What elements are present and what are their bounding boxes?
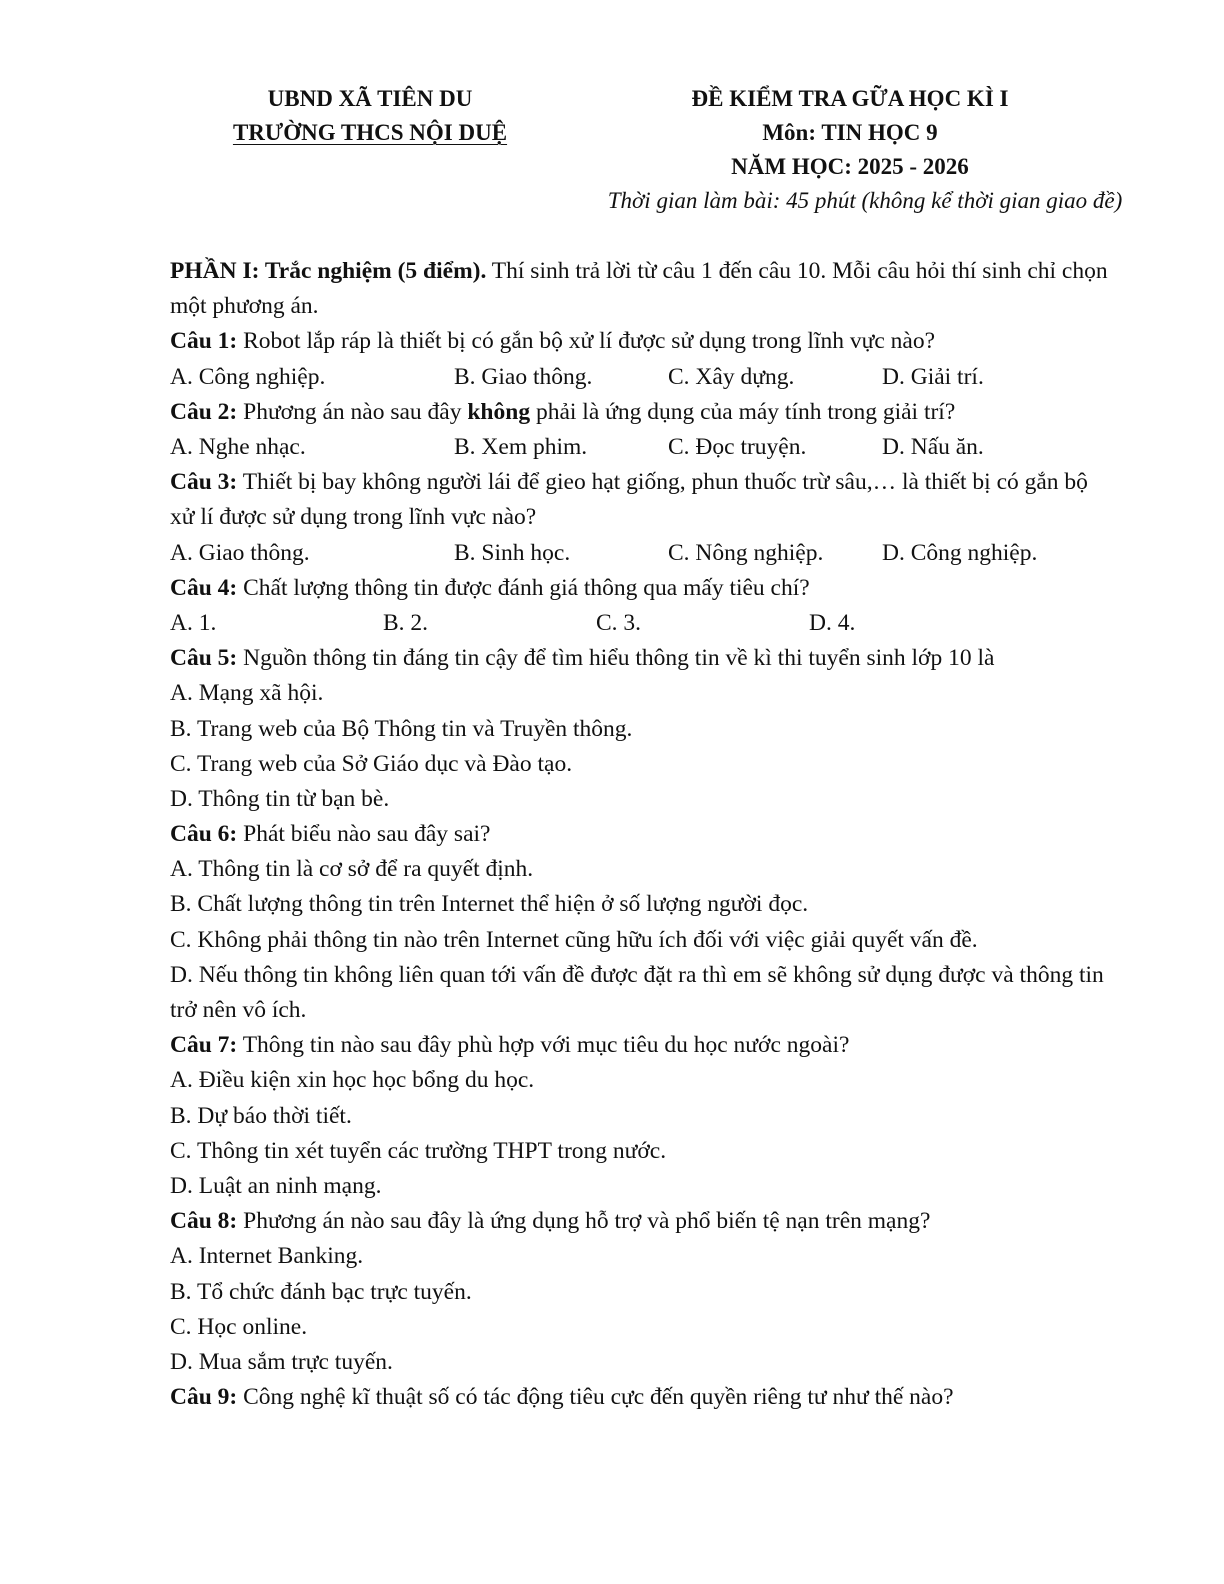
option-d: D. Nếu thông tin không liên quan tới vấn đề được đặt ra thì em sẽ không sử dụng được và thông tin trở nên vô ích.	[170, 961, 1104, 1024]
option-a: A. 1.	[170, 609, 217, 636]
question-text: Robot lắp ráp là thiết bị có gắn bộ xử lí được sử dụng trong lĩnh vực nào?	[237, 328, 935, 355]
option-c: C. Thông tin xét tuyển các trường THPT trong nước.	[170, 1137, 667, 1164]
question-text: Thiết bị bay không người lái để gieo hạt giống, phun thuốc trừ sâu,… là thiết bị có gắn bộ xử lí được sử dụng trong lĩnh vực nào?	[170, 469, 1088, 531]
option-c: C. Nông nghiệp.	[668, 539, 824, 566]
question-2	[170, 395, 1110, 430]
question-text-before: Phương án nào sau đây	[237, 398, 468, 425]
question-8	[170, 1204, 1110, 1239]
question-label: Câu 7:	[170, 1032, 238, 1059]
question-label: Câu 5:	[170, 645, 238, 672]
option-b: B. Sinh học.	[454, 539, 571, 566]
question-1-options	[170, 360, 1110, 395]
question-emphasis: không	[467, 398, 531, 425]
exam-header	[640, 82, 1060, 184]
question-3	[170, 465, 1110, 535]
question-9	[170, 1380, 1110, 1415]
question-7	[170, 1028, 1110, 1063]
option-c: C. Xây dựng.	[668, 363, 795, 390]
option-b: B. Trang web của Bộ Thông tin và Truyền thông.	[170, 715, 633, 742]
question-label: Câu 4:	[170, 574, 238, 601]
option-d: D. Thông tin từ bạn bè.	[170, 785, 390, 812]
question-label: Câu 6:	[170, 821, 238, 848]
question-text: Phương án nào sau đây là ứng dụng hỗ trợ và phổ biến tệ nạn trên mạng?	[237, 1208, 931, 1235]
exam-title: ĐỀ KIỂM TRA GỮA HỌC KÌ I	[691, 86, 1009, 111]
option-d: D. Nấu ăn.	[882, 433, 984, 460]
option-a: A. Nghe nhạc.	[170, 433, 306, 460]
option-d: D. 4.	[809, 609, 856, 636]
question-label: Câu 3:	[170, 469, 238, 496]
option-b: B. Chất lượng thông tin trên Internet thể hiện ở số lượng người đọc.	[170, 891, 809, 918]
question-text: Nguồn thông tin đáng tin cậy để tìm hiểu thông tin về kì thi tuyển sinh lớp 10 là	[237, 645, 995, 672]
option-b: B. 2.	[383, 609, 429, 636]
option-b: B. Tổ chức đánh bạc trực tuyến.	[170, 1278, 472, 1305]
question-4	[170, 571, 1110, 606]
question-label: Câu 2:	[170, 398, 238, 425]
option-d: D. Luật an ninh mạng.	[170, 1172, 382, 1199]
option-a: A. Thông tin là cơ sở để ra quyết định.	[170, 856, 534, 883]
school-name: TRƯỜNG THCS NỘI DUỆ	[232, 120, 508, 145]
question-text: Công nghệ kĩ thuật số có tác động tiêu cực đến quyền riêng tư như thế nào?	[237, 1384, 954, 1411]
question-2-options	[170, 430, 1110, 465]
option-c: C. Đọc truyện.	[668, 433, 807, 460]
question-label: Câu 9:	[170, 1384, 238, 1411]
question-text: Phát biểu nào sau đây sai?	[237, 821, 491, 848]
exam-subject: Môn: TIN HỌC 9	[762, 120, 938, 145]
question-3-options	[170, 536, 1110, 571]
question-label: Câu 1:	[170, 328, 238, 355]
option-a: A. Mạng xã hội.	[170, 680, 324, 707]
question-text: Chất lượng thông tin được đánh giá thông qua mấy tiêu chí?	[237, 574, 810, 601]
authority-name: UBND XÃ TIÊN DU	[267, 86, 473, 111]
option-c: C. Học online.	[170, 1313, 308, 1340]
question-text-after: phải là ứng dụng của máy tính trong giải trí?	[530, 398, 956, 425]
section-title: PHẦN I: Trắc nghiệm (5 điểm).	[170, 258, 487, 284]
section-intro	[170, 254, 1110, 324]
option-d: D. Mua sắm trực tuyến.	[170, 1348, 393, 1375]
question-1	[170, 324, 1110, 359]
option-d: D. Giải trí.	[882, 363, 984, 390]
question-label: Câu 8:	[170, 1208, 238, 1235]
exam-body	[170, 254, 1110, 1415]
option-c: C. Trang web của Sở Giáo dục và Đào tạo.	[170, 750, 573, 777]
exam-time: Thời gian làm bài: 45 phút (không kể thời gian giao đề)	[607, 188, 1123, 213]
option-a: A. Giao thông.	[170, 539, 310, 566]
option-b: B. Dự báo thời tiết.	[170, 1102, 352, 1129]
question-text: Thông tin nào sau đây phù hợp với mục tiêu du học nước ngoài?	[237, 1032, 850, 1059]
option-c: C. Không phải thông tin nào trên Internet cũng hữu ích đối với việc giải quyết vấn đề.	[170, 926, 978, 953]
section-instructions: Thí sinh trả lời từ câu 1 đến câu 10. Mỗi câu hỏi thí sinh chỉ chọn một phương án.	[170, 258, 1108, 320]
school-header	[200, 82, 540, 150]
option-a: A. Internet Banking.	[170, 1243, 364, 1270]
question-6	[170, 817, 1110, 852]
option-d: D. Công nghiệp.	[882, 539, 1038, 566]
option-a: A. Công nghiệp.	[170, 363, 326, 390]
option-a: A. Điều kiện xin học học bổng du học.	[170, 1067, 535, 1094]
question-4-options	[170, 606, 1110, 641]
exam-year: NĂM HỌC: 2025 - 2026	[731, 154, 969, 179]
option-b: B. Giao thông.	[454, 363, 593, 390]
option-c: C. 3.	[596, 609, 642, 636]
option-b: B. Xem phim.	[454, 433, 588, 460]
question-5	[170, 641, 1110, 676]
